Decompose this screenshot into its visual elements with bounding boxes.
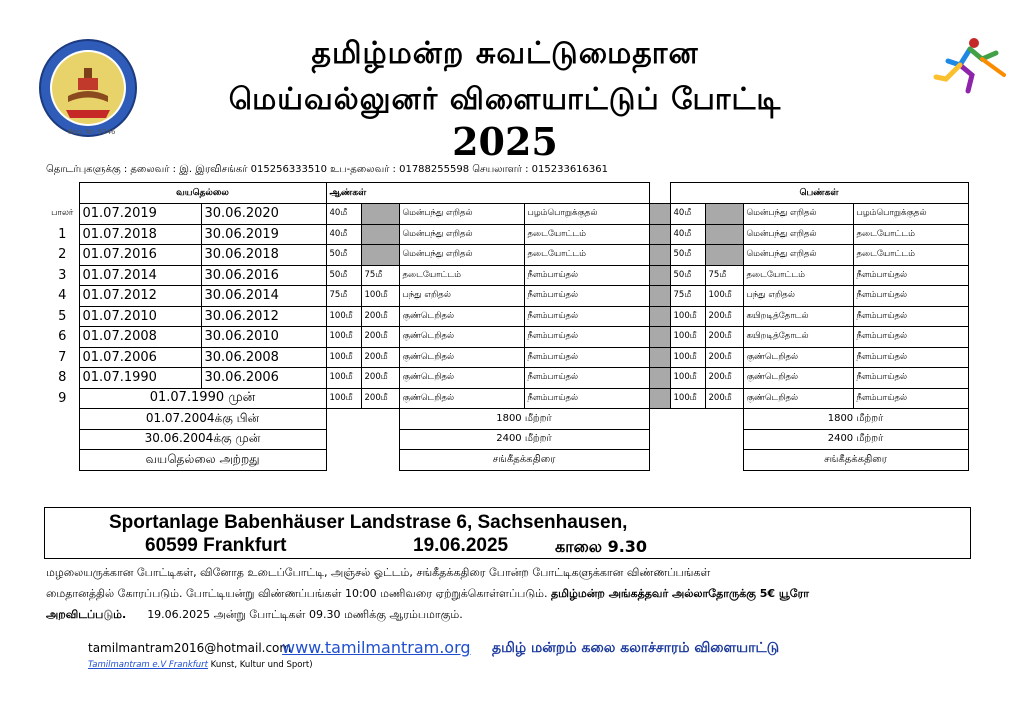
boys-cell [361, 224, 399, 245]
table-row [46, 368, 968, 389]
boys-cell: மென்பந்து எறிதல் [399, 245, 524, 266]
boys-cell: 50மீ [326, 265, 361, 286]
table-row [46, 347, 968, 368]
girls-cell: மென்பந்து எறிதல் [743, 245, 853, 266]
girls-cell: மென்பந்து எறிதல் [743, 204, 853, 225]
age-to: 30.06.2019 [201, 224, 326, 245]
table-row [46, 224, 968, 245]
girls-cell: 50மீ [670, 245, 705, 266]
girls-cell: நீளம்பாய்தல் [853, 286, 968, 307]
girls-cell: கயிறடித்தோடல் [743, 306, 853, 327]
age-to: 30.06.2016 [201, 265, 326, 286]
venue-address: Sportanlage Babenhäuser Landstrase 6, Sachsenhausen, [109, 512, 628, 533]
age-to: 30.06.2012 [201, 306, 326, 327]
girls-cell: 40மீ [670, 224, 705, 245]
boys-cell: குண்டெறிதல் [399, 306, 524, 327]
boys-cell: பந்து எறிதல் [399, 286, 524, 307]
spacer [326, 409, 399, 430]
girls-cell: 200மீ [705, 388, 743, 409]
spacer [46, 429, 79, 450]
girls-cell [705, 224, 743, 245]
row-label: 2 [46, 245, 79, 266]
girls-cell: தடையோட்டம் [853, 245, 968, 266]
girls-cell: கயிறடித்தோடல் [743, 327, 853, 348]
boys-cell: 75மீ [326, 286, 361, 307]
girls-cell: 200மீ [705, 306, 743, 327]
boys-cell: நீளம்பாய்தல் [524, 327, 649, 348]
footer-org [88, 660, 313, 670]
girls-cell: நீளம்பாய்தல் [853, 347, 968, 368]
girls-cell: நீளம்பாய்தல் [853, 388, 968, 409]
girls-cell: குண்டெறிதல் [743, 368, 853, 389]
age-from: 01.07.2012 [79, 286, 201, 307]
table-row [46, 204, 968, 225]
row-label: 1 [46, 224, 79, 245]
separator-cell [649, 347, 670, 368]
table-row [46, 306, 968, 327]
extra-girls: சங்கீதக்கதிரை [743, 450, 968, 471]
note-line-3b: 19.06.2025 அன்று போட்டிகள் 09.30 மணிக்கு ஆரம்பமாகும். [147, 608, 463, 621]
boys-cell [361, 204, 399, 225]
row-label: 8 [46, 368, 79, 389]
row-label: 4 [46, 286, 79, 307]
separator-cell [649, 388, 670, 409]
title-line-2: மெய்வல்லுனர் விளையாட்டுப் போட்டி [228, 82, 782, 117]
age-to: 30.06.2020 [201, 204, 326, 225]
separator-cell [649, 204, 670, 225]
girls-cell: நீளம்பாய்தல் [853, 265, 968, 286]
girls-cell: தடையோட்டம் [743, 265, 853, 286]
age-to: 30.06.2006 [201, 368, 326, 389]
table-row [46, 327, 968, 348]
girls-cell: 75மீ [670, 286, 705, 307]
girls-cell: மென்பந்து எறிதல் [743, 224, 853, 245]
girls-cell: தடையோட்டம் [853, 224, 968, 245]
spacer [649, 429, 743, 450]
age-from: 01.07.2008 [79, 327, 201, 348]
note-line-1: மழலையருக்கான போட்டிகள், வினோத உடைப்போட்டி, அஞ்சல் ஓட்டம், சங்கீதக்கதிரை போன்ற போட்டிகளுக்கான விண்ணப்பங்கள் [46, 566, 711, 579]
age-to: 30.06.2010 [201, 327, 326, 348]
girls-cell: 75மீ [705, 265, 743, 286]
girls-cell: 200மீ [705, 368, 743, 389]
extra-age: 01.07.2004க்கு பின் [79, 409, 326, 430]
boys-cell: நீளம்பாய்தல் [524, 286, 649, 307]
extra-boys: 1800 மீற்றர் [399, 409, 649, 430]
age-from: 01.07.2006 [79, 347, 201, 368]
boys-cell: நீளம்பாய்தல் [524, 306, 649, 327]
header-girls: பெண்கள் [670, 183, 968, 204]
table-row [46, 450, 968, 471]
separator-cell [649, 224, 670, 245]
girls-cell: நீளம்பாய்தல் [853, 327, 968, 348]
spacer [46, 450, 79, 471]
events-table [46, 182, 969, 471]
boys-cell: 50மீ [326, 245, 361, 266]
note-line-2 [46, 587, 809, 602]
age-from: 01.07.2010 [79, 306, 201, 327]
boys-cell: 200மீ [361, 347, 399, 368]
boys-cell: 200மீ [361, 306, 399, 327]
girls-cell: 50மீ [670, 265, 705, 286]
girls-cell: நீளம்பாய்தல் [853, 306, 968, 327]
girls-cell: குண்டெறிதல் [743, 347, 853, 368]
row-label: 9 [46, 388, 79, 409]
boys-cell: குண்டெறிதல் [399, 388, 524, 409]
venue-box [44, 507, 971, 559]
boys-cell: குண்டெறிதல் [399, 347, 524, 368]
row-label: 7 [46, 347, 79, 368]
boys-cell: நீளம்பாய்தல் [524, 347, 649, 368]
separator-cell [649, 306, 670, 327]
boys-cell: 100மீ [326, 388, 361, 409]
age-to: 30.06.2014 [201, 286, 326, 307]
boys-cell: தடையோட்டம் [399, 265, 524, 286]
boys-cell: தடையோட்டம் [524, 245, 649, 266]
age-from: 01.07.1990 [79, 368, 201, 389]
footer-website-link[interactable]: www.tamilmantram.org [282, 638, 471, 657]
boys-cell: தடையோட்டம் [524, 224, 649, 245]
title-year: 2025 [452, 119, 558, 164]
boys-cell: 100மீ [326, 327, 361, 348]
separator-cell [649, 327, 670, 348]
event-date: 19.06.2025 [413, 535, 509, 556]
boys-cell: 100மீ [326, 368, 361, 389]
header-boys: ஆண்கள் [326, 183, 649, 204]
spacer [326, 450, 399, 471]
table-row [46, 286, 968, 307]
boys-cell: குண்டெறிதல் [399, 368, 524, 389]
footer-org-rest: Kunst, Kultur und Sport) [210, 660, 313, 670]
age-from: 01.07.2019 [79, 204, 201, 225]
header-age: வயதெல்லை [79, 183, 326, 204]
age-from: 01.07.2018 [79, 224, 201, 245]
spacer [649, 409, 743, 430]
registration-number: Reg. Nr. 9746 [68, 128, 116, 136]
extra-girls: 1800 மீற்றர் [743, 409, 968, 430]
age-from: 01.07.2014 [79, 265, 201, 286]
row-label: 3 [46, 265, 79, 286]
boys-cell: நீளம்பாய்தல் [524, 265, 649, 286]
spacer [649, 450, 743, 471]
boys-cell: நீளம்பாய்தல் [524, 368, 649, 389]
boys-cell: 100மீ [361, 286, 399, 307]
girls-cell: 100மீ [670, 368, 705, 389]
boys-cell: 200மீ [361, 368, 399, 389]
boys-cell: 75மீ [361, 265, 399, 286]
note-line-2b: தமிழ்மன்ற அங்கத்தவர் அல்லாதோருக்கு 5€ யூரோ [551, 587, 810, 600]
boys-cell: மென்பந்து எறிதல் [399, 204, 524, 225]
boys-cell: 40மீ [326, 204, 361, 225]
extra-age: 30.06.2004க்கு முன் [79, 429, 326, 450]
extra-girls: 2400 மீற்றர் [743, 429, 968, 450]
girls-cell: பந்து எறிதல் [743, 286, 853, 307]
venue-city: 60599 Frankfurt [145, 535, 287, 556]
boys-cell [361, 245, 399, 266]
event-time: காலை 9.30 [555, 537, 648, 556]
footer-email: tamilmantram2016@hotmail.com [88, 641, 292, 655]
age-to: 30.06.2008 [201, 347, 326, 368]
girls-cell: 100மீ [705, 286, 743, 307]
boys-cell: மென்பந்து எறிதல் [399, 224, 524, 245]
spacer [46, 409, 79, 430]
row-label: பாலர் [46, 204, 79, 225]
row-label: 5 [46, 306, 79, 327]
boys-cell: 100மீ [326, 347, 361, 368]
extra-boys: 2400 மீற்றர் [399, 429, 649, 450]
note-line-3 [46, 608, 463, 623]
extra-boys: சங்கீதக்கதிரை [399, 450, 649, 471]
girls-cell: 200மீ [705, 347, 743, 368]
age-from: 01.07.2016 [79, 245, 201, 266]
table-row [46, 245, 968, 266]
boys-cell: 200மீ [361, 388, 399, 409]
note-line-2a: மைதானத்தில் கோரப்படும். போட்டியன்று விண்ணப்பங்கள் 10:00 மணிவரை ஏற்றுக்கொள்ளப்படும். [46, 587, 548, 600]
girls-cell [705, 245, 743, 266]
girls-cell [705, 204, 743, 225]
girls-cell: 100மீ [670, 327, 705, 348]
table-row [46, 429, 968, 450]
girls-cell: 40மீ [670, 204, 705, 225]
title-line-1: தமிழ்மன்ற சுவட்டுமைதான [311, 36, 699, 71]
girls-cell: 200மீ [705, 327, 743, 348]
boys-cell: 200மீ [361, 327, 399, 348]
girls-cell: குண்டெறிதல் [743, 388, 853, 409]
footer-org-link[interactable]: Tamilmantram e.V Frankfurt [88, 660, 208, 670]
separator-cell [649, 245, 670, 266]
girls-cell: பழம்பொறுக்குதல் [853, 204, 968, 225]
row-label: 6 [46, 327, 79, 348]
note-line-3a: அறவிடப்படும். [46, 608, 127, 621]
girls-cell: 100மீ [670, 306, 705, 327]
boys-cell: பழம்பொறுக்குதல் [524, 204, 649, 225]
age-to: 30.06.2018 [201, 245, 326, 266]
boys-cell: குண்டெறிதல் [399, 327, 524, 348]
girls-cell: நீளம்பாய்தல் [853, 368, 968, 389]
table-row [46, 265, 968, 286]
table-row [46, 409, 968, 430]
separator-cell [649, 265, 670, 286]
boys-cell: 100மீ [326, 306, 361, 327]
separator-cell [649, 368, 670, 389]
footer-tagline: தமிழ் மன்றம் கலை கலாச்சாரம் விளையாட்டு [492, 640, 780, 656]
tamilmantram-logo [38, 38, 138, 138]
boys-cell: 40மீ [326, 224, 361, 245]
spacer [326, 429, 399, 450]
boys-cell: நீளம்பாய்தல் [524, 388, 649, 409]
age-range: 01.07.1990 முன் [79, 388, 326, 409]
extra-age: வயதெல்லை அற்றது [79, 450, 326, 471]
girls-cell: 100மீ [670, 347, 705, 368]
runner-icon [930, 35, 1010, 95]
girls-cell: 100மீ [670, 388, 705, 409]
separator-cell [649, 286, 670, 307]
contact-line: தொடர்புகளுக்கு : தலைவர் : இ. இரவிசங்கர் 015256333510 உப-தலைவர் : 01788255598 செயலாளர் : 015233616361 [46, 164, 608, 175]
